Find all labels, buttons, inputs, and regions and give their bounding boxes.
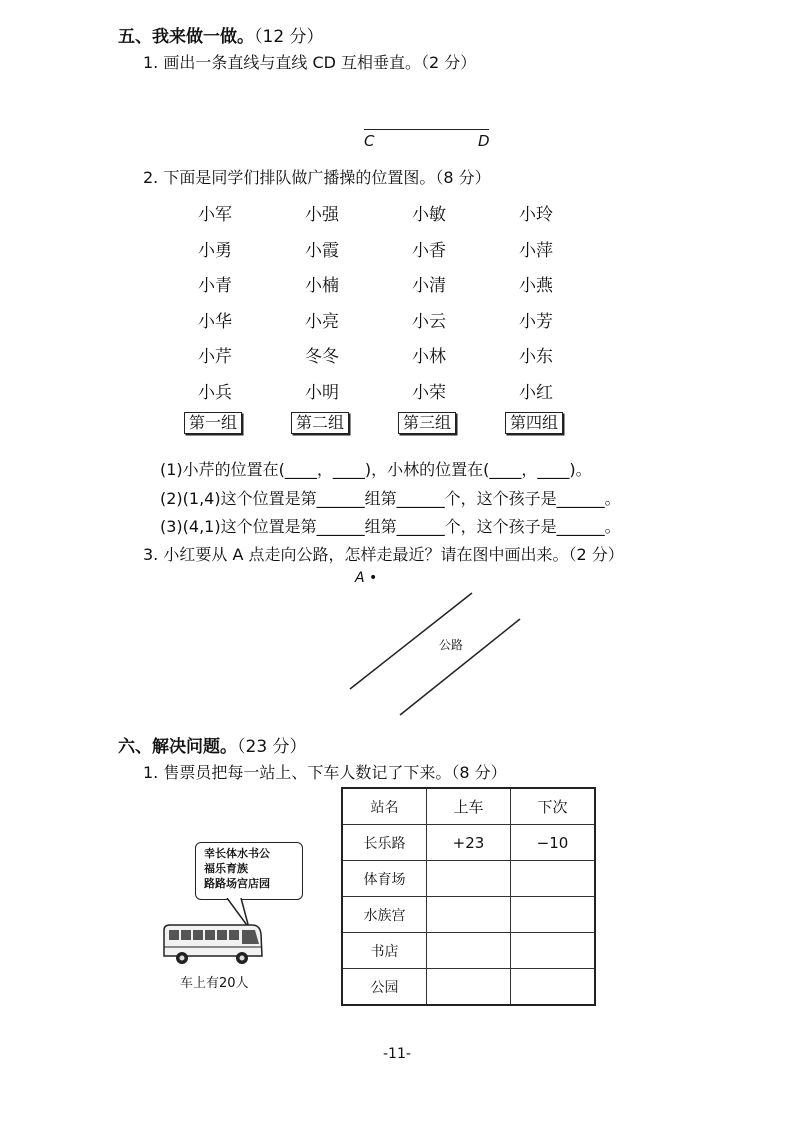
student-name: 小楠 — [305, 276, 339, 296]
table-row — [342, 933, 595, 969]
table-row — [342, 825, 595, 861]
student-name: 小燕 — [519, 276, 553, 296]
station-name: 体育场 — [342, 861, 427, 897]
road-diagram — [340, 585, 540, 725]
student-name: 小亮 — [305, 311, 339, 332]
student-name: 小芳 — [519, 311, 553, 332]
boarding-cell[interactable] — [427, 897, 511, 933]
bus-icon — [160, 920, 265, 970]
question-5-2-text: 2. 下面是同学们排队做广播操的位置图。（8 分） — [143, 168, 491, 187]
group-label: 第二组 — [291, 412, 349, 434]
group-label: 第一组 — [184, 412, 242, 434]
sign-line: 路路场宫店园 — [204, 877, 270, 890]
student-name: 小明 — [305, 382, 339, 403]
boarding-cell[interactable] — [427, 861, 511, 897]
student-name: 小红 — [519, 382, 553, 403]
student-name: 小萍 — [519, 240, 553, 261]
student-name: 小云 — [412, 311, 446, 332]
question-5-3-text: 3. 小红要从 A 点走向公路，怎样走最近？请在图中画出来。（2 分） — [143, 545, 624, 564]
table-header-row — [342, 788, 595, 825]
question-6-1-text: 1. 售票员把每一站上、下车人数记了下来。（8 分） — [143, 763, 507, 782]
student-name: 小青 — [198, 276, 232, 296]
alighting-cell[interactable] — [511, 969, 596, 1006]
student-name: 小强 — [305, 205, 339, 225]
label-d: D — [478, 132, 490, 150]
table-row — [342, 861, 595, 897]
student-name: 小敏 — [412, 205, 446, 225]
road-edge-lower — [400, 619, 520, 715]
station-name: 水族宫 — [342, 897, 427, 933]
section-5-points: （12 分） — [254, 27, 324, 47]
sign-line: 福乐育族 — [204, 862, 248, 875]
passenger-table — [341, 787, 596, 1006]
line-cd — [364, 129, 489, 130]
sign-line: 幸长体水书公 — [204, 847, 270, 860]
boarding-cell[interactable] — [427, 933, 511, 969]
bus-stop-sign — [195, 842, 303, 900]
group-label: 第三组 — [398, 412, 456, 434]
sub-question-2: (2)(1,4)这个位置是第______组第______个，这个孩子是______。 — [160, 489, 621, 508]
group-label: 第四组 — [505, 412, 563, 434]
boarding-cell[interactable]: +23 — [427, 825, 511, 861]
sub-question-3: (3)(4,1)这个位置是第______组第______个，这个孩子是______。 — [160, 517, 621, 536]
point-a-letter: A — [355, 570, 365, 586]
alighting-cell[interactable] — [511, 897, 596, 933]
header-off: 下次 — [511, 788, 596, 825]
alighting-cell[interactable] — [511, 861, 596, 897]
sub-question-1: (1)小芹的位置在(____，____)，小林的位置在(____，____)。 — [160, 460, 592, 479]
section-6-heading — [118, 732, 307, 757]
student-name: 小华 — [198, 311, 232, 332]
student-name: 小林 — [412, 347, 446, 367]
header-on: 上车 — [427, 788, 511, 825]
alighting-cell[interactable] — [511, 933, 596, 969]
question-5-1-text: 1. 画出一条直线与直线 CD 互相垂直。（2 分） — [143, 53, 477, 72]
student-name: 小香 — [412, 240, 446, 261]
student-name: 小军 — [198, 205, 232, 225]
section-5-title: 五、我来做一做。 — [118, 27, 254, 47]
station-name: 长乐路 — [342, 825, 427, 861]
station-name: 公园 — [342, 969, 427, 1006]
page-number: -11- — [383, 1046, 411, 1062]
point-a-dot: • — [364, 570, 378, 586]
student-name: 小清 — [412, 276, 446, 296]
student-name: 小勇 — [198, 240, 232, 261]
station-name: 书店 — [342, 933, 427, 969]
alighting-cell[interactable]: −10 — [511, 825, 596, 861]
table-row — [342, 897, 595, 933]
section-6-points: （23 分） — [237, 737, 307, 757]
label-c: C — [364, 132, 375, 150]
student-name: 小荣 — [412, 382, 446, 403]
table-row — [342, 969, 595, 1006]
point-a-label — [355, 570, 377, 586]
boarding-cell[interactable] — [427, 969, 511, 1006]
section-6-title: 六、解决问题。 — [118, 737, 237, 757]
student-name: 冬冬 — [305, 347, 339, 367]
student-name: 小东 — [519, 347, 553, 367]
header-station: 站名 — [342, 788, 427, 825]
road-label: 公路 — [439, 638, 464, 652]
bus-caption: 车上有20人 — [180, 976, 249, 991]
section-5-heading — [118, 22, 324, 47]
student-name: 小霞 — [305, 240, 339, 261]
student-name: 小玲 — [519, 205, 553, 225]
student-name: 小兵 — [198, 382, 232, 403]
student-name: 小芹 — [198, 347, 232, 367]
